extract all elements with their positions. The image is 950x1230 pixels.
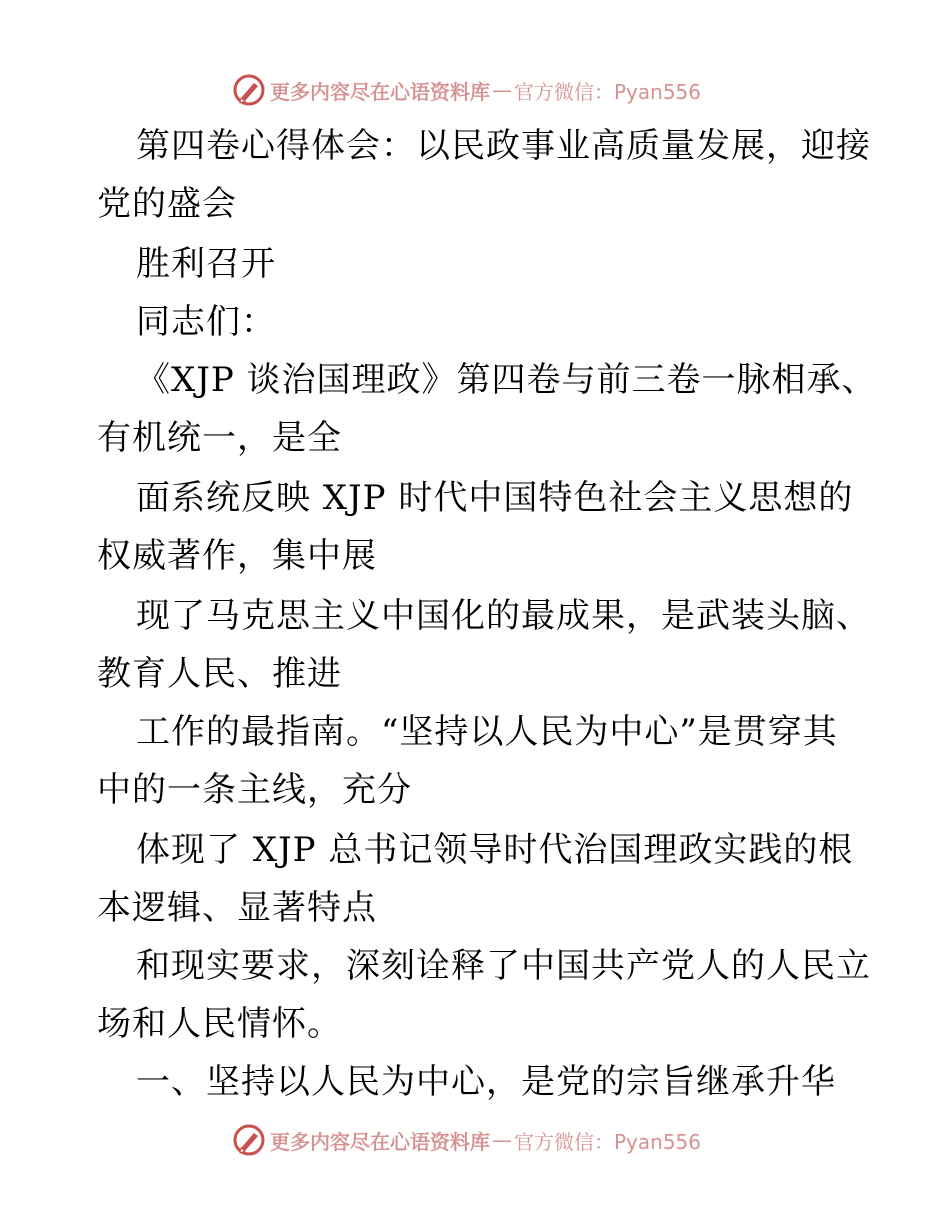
paragraph-4-line-1: 工作的最指南。“坚持以人民为中心”是贯穿其 (136, 712, 838, 752)
pen-logo-icon (232, 1123, 266, 1157)
paragraph-5-line-2: 本逻辑、显著特点 (97, 888, 377, 928)
salutation: 同志们： (136, 302, 276, 342)
paragraph-4-line-2: 中的一条主线，充分 (97, 770, 412, 810)
title-line-1: 第四卷心得体会：以民政事业高质量发展，迎接 (136, 126, 871, 166)
watermark-dash: — (492, 1128, 512, 1152)
watermark-brand: 更多内容尽在心语资料库 (270, 1129, 490, 1154)
paragraph-6-line-2: 场和人民情怀。 (97, 1004, 342, 1044)
paragraph-5-line-1: 体现了 XJP 总书记领导时代治国理政实践的根 (136, 830, 854, 870)
paragraph-1-line-2: 有机统一，是全 (97, 418, 342, 458)
footer-watermark (232, 1122, 701, 1158)
title-line-3: 胜利召开 (136, 244, 276, 284)
header-watermark (232, 72, 701, 108)
paragraph-2-line-2: 权威著作，集中展 (97, 536, 377, 576)
paragraph-1-line-1: 《XJP 谈治国理政》第四卷与前三卷一脉相承、 (136, 360, 877, 400)
watermark-official: 官方微信：Pyan556 (514, 1129, 702, 1154)
watermark-official: 官方微信：Pyan556 (514, 79, 702, 104)
paragraph-2-line-1: 面系统反映 XJP 时代中国特色社会主义思想的 (136, 478, 854, 518)
section-heading-1: 一、坚持以人民为中心，是党的宗旨继承升华 (136, 1062, 836, 1102)
paragraph-3-line-2: 教育人民、推进 (97, 654, 342, 694)
paragraph-6-line-1: 和现实要求，深刻诠释了中国共产党人的人民立 (136, 946, 871, 986)
watermark-brand: 更多内容尽在心语资料库 (270, 79, 490, 104)
watermark-dash: — (492, 78, 512, 102)
title-line-2: 党的盛会 (97, 184, 237, 224)
paragraph-3-line-1: 现了马克思主义中国化的最成果，是武装头脑、 (136, 596, 871, 636)
pen-logo-icon (232, 73, 266, 107)
